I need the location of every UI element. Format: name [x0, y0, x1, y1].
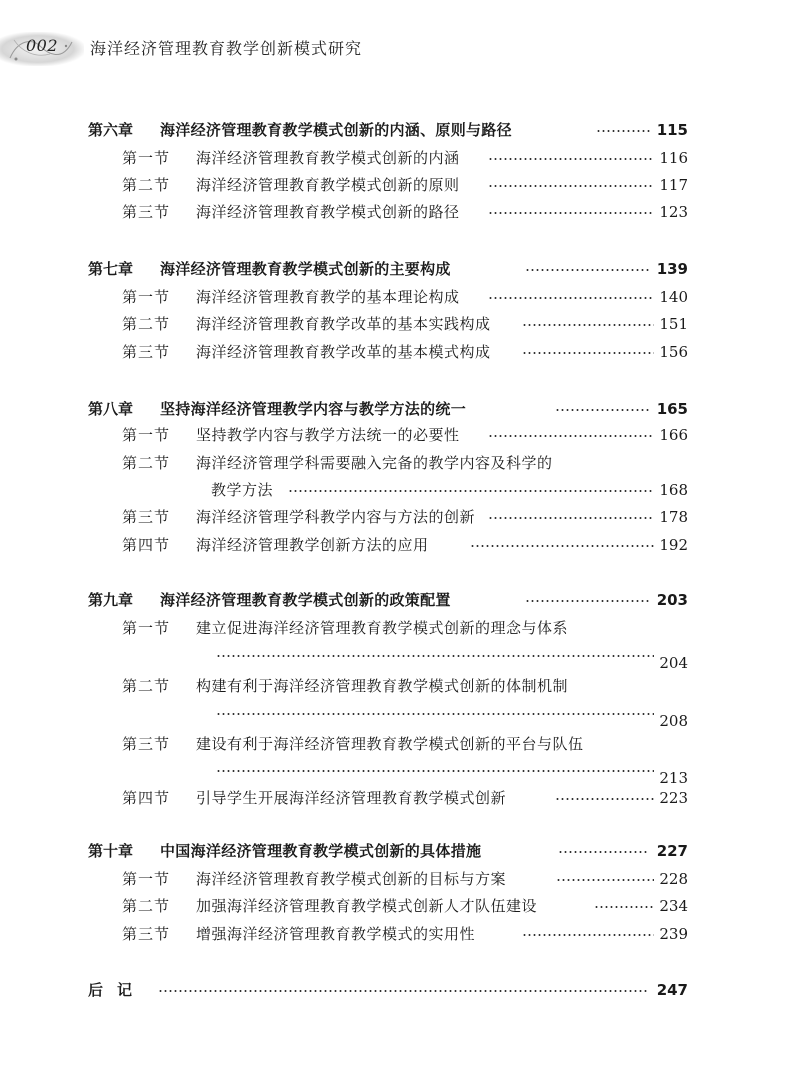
- section-title: 海洋经济管理教育教学模式创新的内涵: [196, 149, 460, 167]
- dot-leader: [216, 655, 654, 657]
- dot-leader: [488, 297, 654, 299]
- dot-leader: [555, 409, 649, 411]
- chapter-label: 第八章: [88, 400, 134, 418]
- toc-section[interactable]: [0, 145, 790, 171]
- section-title: 海洋经济管理学科教学内容与方法的创新: [196, 508, 476, 526]
- page-ref: 192: [659, 536, 688, 554]
- toc-section-continuation[interactable]: [0, 757, 790, 787]
- section-label: 第一节: [122, 619, 171, 637]
- section-title: 海洋经济管理教育教学改革的基本实践构成: [196, 315, 491, 333]
- section-title: 加强海洋经济管理教育教学模式创新人才队伍建设: [196, 897, 538, 915]
- toc-section-continuation[interactable]: [0, 642, 790, 672]
- toc-section[interactable]: [0, 673, 790, 699]
- toc-section[interactable]: [0, 532, 790, 558]
- page-ref: 247: [656, 981, 688, 999]
- toc-section[interactable]: [0, 311, 790, 337]
- toc-section[interactable]: [0, 866, 790, 892]
- dot-leader: [522, 352, 654, 354]
- toc-chapter-8[interactable]: [0, 396, 790, 422]
- toc-section[interactable]: [0, 199, 790, 225]
- section-label: 第一节: [122, 426, 171, 444]
- toc-chapter-10[interactable]: [0, 838, 790, 864]
- page-ref: 165: [656, 400, 688, 418]
- dot-leader: [522, 324, 654, 326]
- chapter-label: 第七章: [88, 260, 134, 278]
- toc-afterword[interactable]: [0, 977, 790, 1003]
- section-title-continuation: 教学方法: [211, 481, 274, 499]
- section-title: 海洋经济管理学科需要融入完备的教学内容及科学的: [196, 454, 553, 472]
- chapter-title: 中国海洋经济管理教育教学模式创新的具体措施: [160, 842, 482, 860]
- toc-section[interactable]: [0, 504, 790, 530]
- page-ref: 208: [659, 712, 688, 730]
- toc-section[interactable]: [0, 450, 790, 476]
- dot-leader: [216, 770, 654, 772]
- running-title: 海洋经济管理教育教学创新模式研究: [90, 39, 363, 58]
- section-title: 建设有利于海洋经济管理教育教学模式创新的平台与队伍: [196, 735, 584, 753]
- section-label: 第二节: [122, 897, 171, 915]
- dot-leader: [596, 130, 650, 132]
- page-ref: 116: [659, 149, 688, 167]
- dot-leader: [288, 490, 654, 492]
- section-title: 海洋经济管理教学创新方法的应用: [196, 536, 429, 554]
- toc-section[interactable]: [0, 615, 790, 641]
- chapter-title: 海洋经济管理教育教学模式创新的政策配置: [160, 591, 451, 609]
- chapter-label: 第九章: [88, 591, 134, 609]
- dot-leader: [470, 545, 654, 547]
- afterword-label: 后记: [88, 981, 147, 999]
- page-ref: 166: [659, 426, 688, 444]
- toc-section[interactable]: [0, 731, 790, 757]
- dot-leader: [558, 851, 649, 853]
- section-title: 海洋经济管理教育教学模式创新的目标与方案: [196, 870, 507, 888]
- dot-leader: [594, 906, 654, 908]
- page-ref: 227: [656, 842, 688, 860]
- dot-leader: [522, 934, 654, 936]
- page-ref: 151: [659, 315, 688, 333]
- section-title: 海洋经济管理教育教学模式创新的路径: [196, 203, 460, 221]
- section-title: 海洋经济管理教育教学模式创新的原则: [196, 176, 460, 194]
- section-label: 第三节: [122, 735, 171, 753]
- dot-leader: [555, 798, 654, 800]
- chapter-label: 第十章: [88, 842, 134, 860]
- page-ref: 115: [656, 121, 688, 139]
- toc-chapter-7[interactable]: [0, 256, 790, 282]
- dot-leader: [488, 212, 654, 214]
- toc-section[interactable]: [0, 893, 790, 919]
- section-label: 第二节: [122, 677, 171, 695]
- page-ref: 140: [659, 288, 688, 306]
- section-label: 第一节: [122, 870, 171, 888]
- section-title: 坚持教学内容与教学方法统一的必要性: [196, 426, 460, 444]
- page-ref: 139: [656, 260, 688, 278]
- section-label: 第二节: [122, 454, 171, 472]
- section-label: 第一节: [122, 288, 171, 306]
- dot-leader: [488, 158, 654, 160]
- page-ref: 203: [656, 591, 688, 609]
- chapter-label: 第六章: [88, 121, 134, 139]
- page-ref: 234: [659, 897, 688, 915]
- section-label: 第三节: [122, 508, 171, 526]
- page-ref: 213: [659, 769, 688, 787]
- dot-leader: [158, 990, 649, 992]
- section-label: 第三节: [122, 343, 171, 361]
- page-ref: 117: [659, 176, 688, 194]
- chapter-title: 坚持海洋经济管理教学内容与教学方法的统一: [160, 400, 467, 418]
- page-ref: 223: [659, 789, 688, 807]
- toc-section[interactable]: [0, 785, 790, 811]
- page-ref: 204: [659, 654, 688, 672]
- page-ref: 168: [659, 481, 688, 499]
- toc-chapter-9[interactable]: [0, 587, 790, 613]
- toc-chapter-6[interactable]: [0, 117, 790, 143]
- dot-leader: [488, 185, 654, 187]
- section-title: 构建有利于海洋经济管理教育教学模式创新的体制机制: [196, 677, 569, 695]
- section-label: 第四节: [122, 789, 171, 807]
- toc-section[interactable]: [0, 284, 790, 310]
- page-number: 002: [26, 36, 59, 55]
- section-title: 建立促进海洋经济管理教育教学模式创新的理念与体系: [196, 619, 569, 637]
- section-title: 海洋经济管理教育教学改革的基本模式构成: [196, 343, 491, 361]
- page-ref: 156: [659, 343, 688, 361]
- section-title: 海洋经济管理教育教学的基本理论构成: [196, 288, 460, 306]
- toc-section-continuation[interactable]: [0, 700, 790, 730]
- section-label: 第二节: [122, 176, 171, 194]
- section-title: 引导学生开展海洋经济管理教育教学模式创新: [196, 789, 507, 807]
- chapter-title: 海洋经济管理教育教学模式创新的主要构成: [160, 260, 451, 278]
- dot-leader: [488, 435, 654, 437]
- page-ref: 178: [659, 508, 688, 526]
- dot-leader: [525, 269, 649, 271]
- section-label: 第四节: [122, 536, 171, 554]
- dot-leader: [525, 600, 649, 602]
- dot-leader: [216, 713, 654, 715]
- toc-section[interactable]: [0, 921, 790, 947]
- toc-section-continuation[interactable]: [0, 477, 790, 503]
- section-label: 第二节: [122, 315, 171, 333]
- section-label: 第三节: [122, 203, 171, 221]
- section-label: 第三节: [122, 925, 171, 943]
- page-ref: 123: [659, 203, 688, 221]
- chapter-title: 海洋经济管理教育教学模式创新的内涵、原则与路径: [160, 121, 512, 139]
- page-ref: 228: [659, 870, 688, 888]
- toc-section[interactable]: [0, 422, 790, 448]
- section-title: 增强海洋经济管理教育教学模式的实用性: [196, 925, 476, 943]
- section-label: 第一节: [122, 149, 171, 167]
- dot-leader: [556, 879, 654, 881]
- page-ref: 239: [659, 925, 688, 943]
- toc-section[interactable]: [0, 172, 790, 198]
- dot-leader: [488, 517, 654, 519]
- toc-section[interactable]: [0, 339, 790, 365]
